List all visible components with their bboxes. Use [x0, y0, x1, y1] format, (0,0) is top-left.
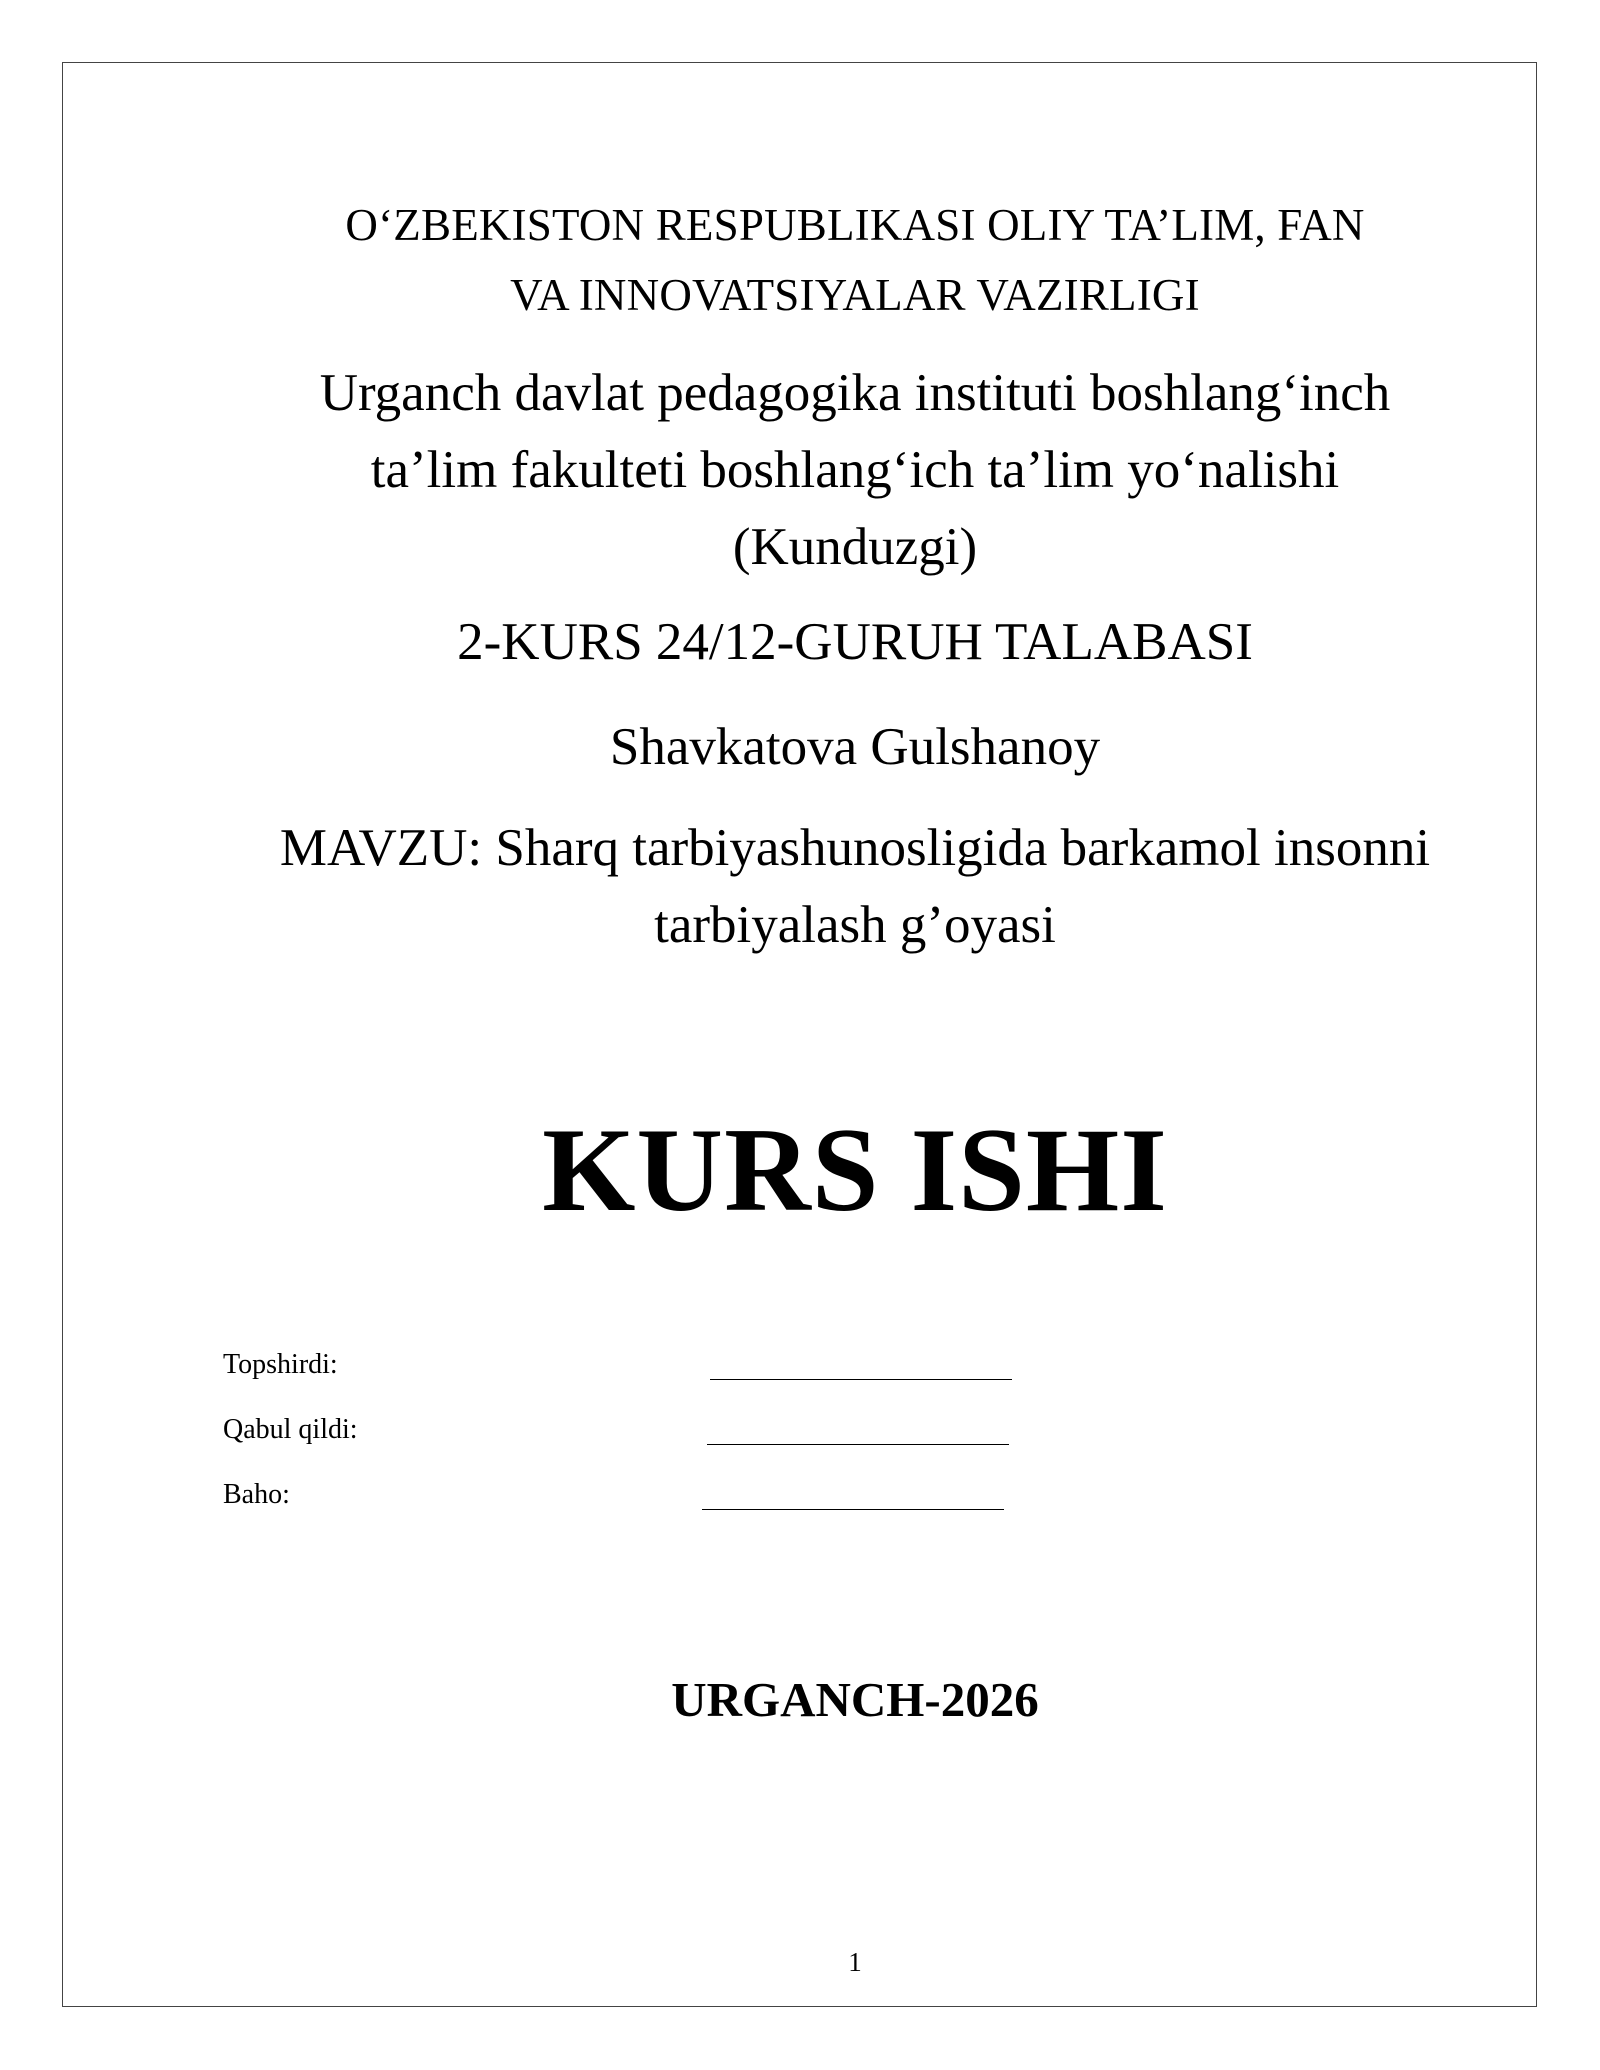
topic-line-1: MAVZU: Sharq tarbiyashunosligida barkamol insonni	[279, 819, 1431, 877]
work-type-title: KURS ISHI	[542, 1103, 1168, 1236]
signature-label: Topshirdi:	[223, 1349, 338, 1380]
signature-line	[707, 1444, 1009, 1445]
institute-heading	[210, 355, 1500, 586]
city-year: URGANCH-2026	[671, 1672, 1039, 1727]
institute-line-1: Urganch davlat pedagogika instituti boshlang‘inch	[319, 364, 1391, 422]
topic-line-2: tarbiyalash g’oyasi	[654, 896, 1056, 954]
signature-label: Qabul qildi:	[223, 1414, 358, 1445]
ministry-line-1: O‘ZBEKISTON RESPUBLIKASI OLIY TA’LIM, FAN	[345, 200, 1365, 250]
institute-line-3: (Kunduzgi)	[732, 518, 978, 576]
ministry-heading	[200, 190, 1510, 330]
course-group-line: 2-KURS 24/12-GURUH TALABASI	[457, 613, 1253, 671]
signature-row-grade	[223, 1475, 1123, 1515]
signature-line	[710, 1379, 1012, 1380]
page-number: 1	[848, 1947, 862, 1977]
ministry-line-2: VA INNOVATSIYALAR VAZIRLIGI	[510, 270, 1200, 320]
signature-line	[702, 1509, 1004, 1510]
signature-label: Baho:	[223, 1479, 290, 1510]
topic-heading	[200, 810, 1510, 964]
signature-row-accepted	[223, 1410, 1123, 1450]
student-name: Shavkatova Gulshanoy	[609, 718, 1101, 776]
signature-row-submitted	[223, 1345, 1123, 1385]
institute-line-2: ta’lim fakulteti boshlang‘ich ta’lim yo‘nalishi	[370, 441, 1340, 499]
